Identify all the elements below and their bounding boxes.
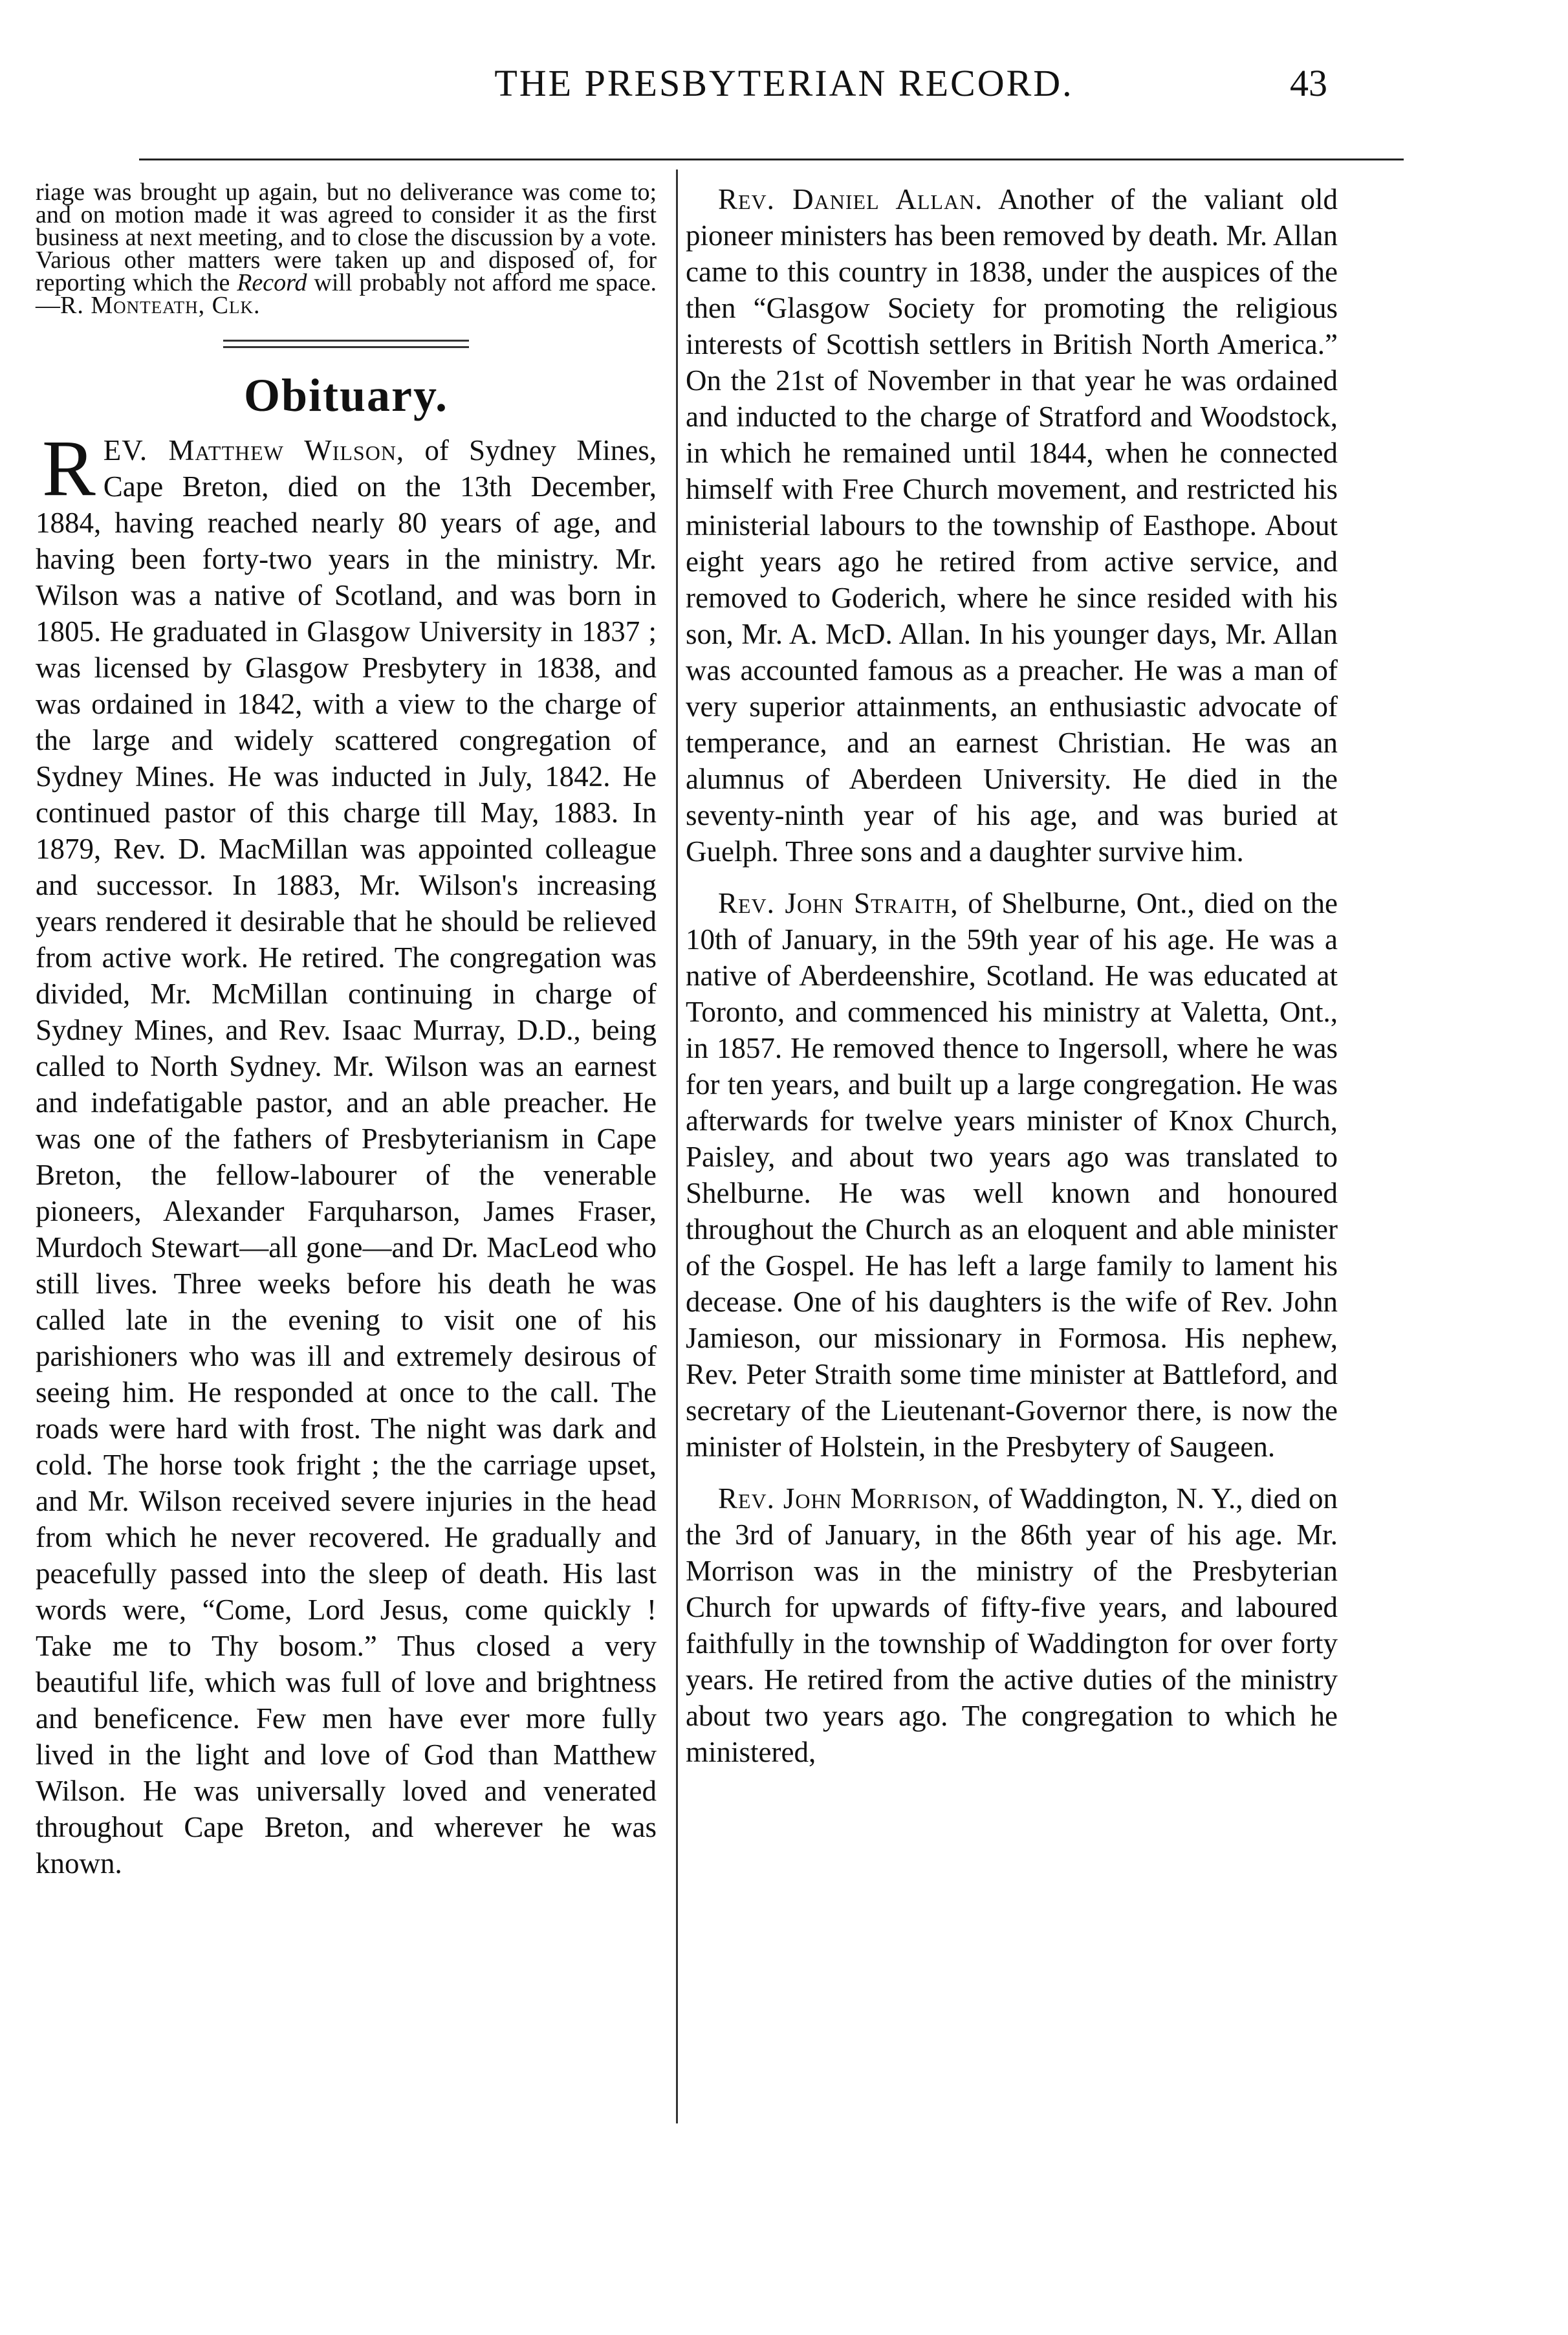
wilson-text: of Sydney Mines, Cape Breton, died on the 13th December, 1884, having reached nearly 80 years of age, and having been forty-two years in the ministry. Mr. Wilson was a native of Scotland, and was born in 1805. He graduated in Glasgow University in 1837 ; was licensed by Glasgow Presbytery in 1838, and was ordained in 1842, with a view to the charge of the large and widely scattered congregation of Sydney Mines. He was inducted in July, 1842. He continued pastor of this charge till May, 1883. In 1879, Rev. D. MacMillan was appointed colleague and successor. In 1883, Mr. Wilson's increasing years rendered it desirable that he should be relieved from active work. He retired. The congregation was divided, Mr. McMillan continuing in charge of Sydney Mines, and Rev. Isaac Murray, D.D., being called to North Sydney. Mr. Wilson was an earnest and indefatigable pastor, and an able preacher. He was one of the fathers of Presbyterianism in Cape Breton, the fellow-labourer of the venerable pioneers, Alexander Farquharson, James Fraser, Murdoch Stewart—all gone—and Dr. MacLeod who still lives. Three weeks before his death he was called late in the evening to visit one of his parishioners who was ill and extremely desirous of seeing him. He responded at once to the call. The roads were hard with frost. The night was dark and cold. The horse took fright ; the the carriage upset, and Mr. Wilson received severe injuries in the head from which he never recovered. He gradually and peacefully passed into the sleep of death. His last words were, “Come, Lord Jesus, come quickly ! Take me to Thy bosom.” Thus closed a very beautiful life, which was full of love and brightness and beneficence. Few men have ever more fully lived in the light and love of God than Matthew Wilson. He was universally loved and venerated throughout Cape Breton, and wherever he was known. xyxy=(36,434,657,1880)
obituary-straith xyxy=(686,885,1338,1465)
section-divider xyxy=(223,340,469,348)
drop-cap: R xyxy=(42,424,96,512)
straith-text: of Shelburne, Ont., died on the 10th of January, in the 59th year of his age. He was a native of Aberdeenshire, Scotland. He was educated at Toronto, and commenced his ministry at Valetta, Ont., in 1857. He removed thence to Ingersoll, where he was for ten years, and built up a large congregation. He was afterwards for twelve years minister of Knox Church, Paisley, and about two years ago was translated to Shelburne. He was well known and honoured throughout the Church as an eloquent and able minister of the Gospel. He has left a large family to lament his decease. One of his daughters is the wife of Rev. John Jamieson, our missionary in Formosa. His nephew, Rev. Peter Straith some time minister at Battleford, and secretary of the Lieutenant-Governor there, is now the minister of Holstein, in the Presbytery of Saugeen. xyxy=(686,887,1338,1463)
obituary-wilson xyxy=(36,424,657,1881)
allan-name: Rev. Daniel Allan. xyxy=(718,183,983,215)
morrison-name: Rev. John Morrison, xyxy=(718,1482,981,1515)
minutes-record-title: Record xyxy=(237,269,307,296)
wilson-name: EV. Matthew Wilson, xyxy=(103,434,405,466)
minutes-text-start: riage was brought up again, but no deliverance was come to; and on motion made it was agreed to consider it as the first business at next meeting, and to close the discussion by a vote. Various other matters were taken up and disposed of, for reporting which the xyxy=(36,179,657,296)
morrison-text: of Waddington, N. Y., died on the 3rd of January, in the 86th year of his age. Mr. Morrison was in the ministry of the Presbyterian Church for upwards of fifty-five years, and laboured faithfully in the township of Waddington for over forty years. He retired from the active duties of the ministry about two years ago. The congregation to which he ministered, xyxy=(686,1482,1338,1768)
obituary-heading: Obituary. xyxy=(243,369,449,421)
allan-text: Another of the valiant old pioneer ministers has been removed by death. Mr. Allan came to this country in 1838, under the auspices of the then “Glasgow Society for promoting the religious interests of Scottish settlers in British North America.” On the 21st of November in that year he was ordained and inducted to the charge of Stratford and Woodstock, in which he remained until 1844, when he connected himself with Free Church movement, and restricted his ministerial labours to the township of Easthope. About eight years ago he retired from active service, and removed to Goderich, where he since resided with his son, Mr. A. McD. Allan. In his younger days, Mr. Allan was accounted famous as a preacher. He was a man of very superior attainments, an enthusiastic advocate of temperance, and an earnest Christian. He was an alumnus of Aberdeen University. He died in the seventy-ninth year of his age, and was buried at Guelph. Three sons and a daughter survive him. xyxy=(686,183,1338,868)
minutes-signature: R. Monteath, Clk. xyxy=(60,292,261,319)
obituary-allan xyxy=(686,181,1338,870)
page-header xyxy=(0,39,1568,123)
running-title: THE PRESBYTERIAN RECORD. xyxy=(494,62,1074,104)
obituary-morrison xyxy=(686,1480,1338,1770)
page-number: 43 xyxy=(1290,62,1327,104)
minutes-text-end: will probably not afford me space.— xyxy=(36,269,657,319)
left-column xyxy=(36,181,657,1897)
header-rule xyxy=(139,159,1404,160)
right-column xyxy=(686,181,1338,1786)
straith-name: Rev. John Straith, xyxy=(718,887,959,919)
presbytery-minutes-fragment xyxy=(36,181,657,317)
column-divider xyxy=(676,170,678,2123)
